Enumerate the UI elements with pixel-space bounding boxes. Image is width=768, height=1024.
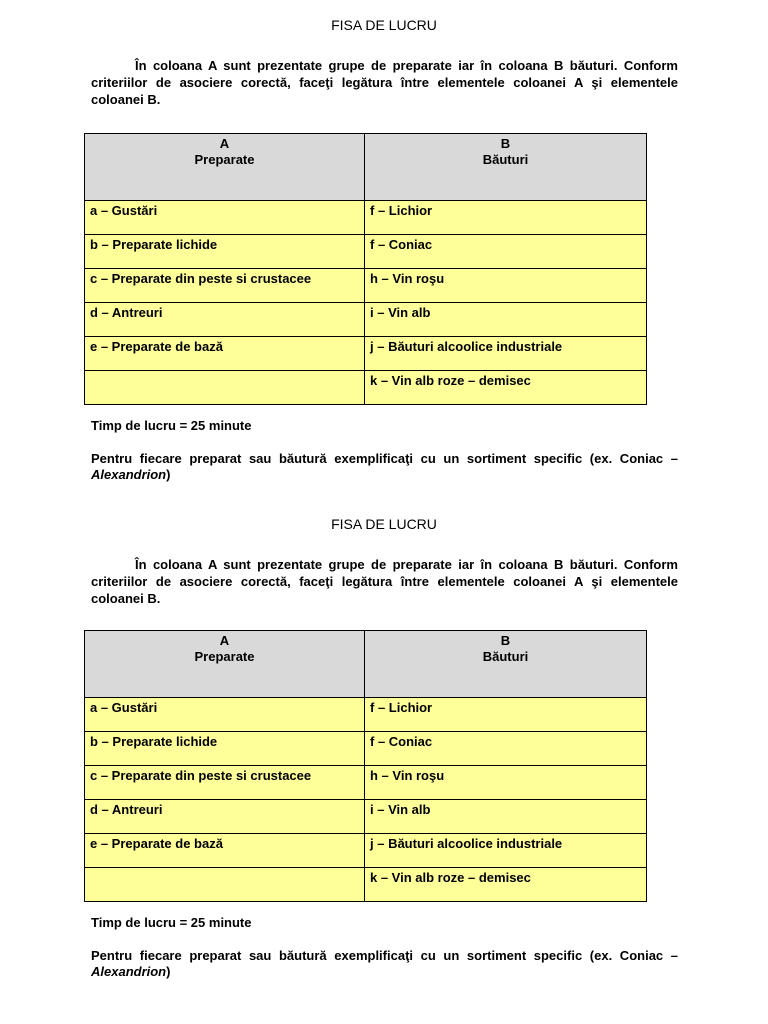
preparat-cell: d – Antreuri <box>85 303 365 337</box>
column-a-header <box>85 631 365 698</box>
note-text: Pentru fiecare preparat sau băutură exemplificaţi cu un sortiment specific (ex. Coniac – <box>91 948 678 963</box>
table-header-row <box>85 134 647 201</box>
column-a-header <box>85 134 365 201</box>
bautura-cell: j – Băuturi alcoolice industriale <box>365 337 647 371</box>
preparat-cell: c – Preparate din peste si crustacee <box>85 766 365 800</box>
preparat-cell <box>85 868 365 902</box>
bautura-cell: i – Vin alb <box>365 303 647 337</box>
column-b-letter: B <box>500 633 511 648</box>
preparat-cell: e – Preparate de bază <box>85 337 365 371</box>
table-row <box>85 201 647 235</box>
bautura-cell: h – Vin roşu <box>365 269 647 303</box>
column-b-header <box>365 631 647 698</box>
worksheet-title: FISA DE LUCRU <box>331 516 437 532</box>
instructions-paragraph: În coloana A sunt prezentate grupe de preparate iar în coloana B băuturi. Conform criteriilor de asociere corectă, faceţi legătura între elementele coloanei A şi elementele coloanei B. <box>91 557 678 606</box>
table-row <box>85 235 647 269</box>
column-b-label: Băuturi <box>482 649 529 664</box>
note-paragraph <box>91 451 678 483</box>
table-row <box>85 834 647 868</box>
column-b-label: Băuturi <box>482 152 529 167</box>
table-row <box>85 269 647 303</box>
preparat-cell <box>85 371 365 405</box>
note-paragraph <box>91 948 678 980</box>
table-row <box>85 371 647 405</box>
bautura-cell: i – Vin alb <box>365 800 647 834</box>
bautura-cell: j – Băuturi alcoolice industriale <box>365 834 647 868</box>
table-row <box>85 698 647 732</box>
table-row <box>85 868 647 902</box>
table-row <box>85 303 647 337</box>
note-example: Alexandrion <box>91 964 167 979</box>
bautura-cell: k – Vin alb roze – demisec <box>365 868 647 902</box>
preparat-cell: c – Preparate din peste si crustacee <box>85 269 365 303</box>
bautura-cell: k – Vin alb roze – demisec <box>365 371 647 405</box>
note-end: ) <box>166 467 171 482</box>
bautura-cell: f – Coniac <box>365 235 647 269</box>
bautura-cell: f – Lichior <box>365 201 647 235</box>
work-time-text: Timp de lucru = 25 minute <box>91 418 252 433</box>
column-a-letter: A <box>219 136 230 151</box>
table-header-row <box>85 631 647 698</box>
note-example: Alexandrion <box>91 467 167 482</box>
table-row <box>85 732 647 766</box>
worksheet-title: FISA DE LUCRU <box>331 17 437 33</box>
preparat-cell: b – Preparate lichide <box>85 235 365 269</box>
table-row <box>85 337 647 371</box>
preparat-cell: b – Preparate lichide <box>85 732 365 766</box>
matching-table <box>84 630 647 902</box>
preparat-cell: d – Antreuri <box>85 800 365 834</box>
column-b-letter: B <box>500 136 511 151</box>
matching-table <box>84 133 647 405</box>
column-b-header <box>365 134 647 201</box>
column-a-letter: A <box>219 633 230 648</box>
work-time-text: Timp de lucru = 25 minute <box>91 915 252 930</box>
bautura-cell: f – Lichior <box>365 698 647 732</box>
column-a-label: Preparate <box>194 649 255 664</box>
instructions-paragraph: În coloana A sunt prezentate grupe de preparate iar în coloana B băuturi. Conform criteriilor de asociere corectă, faceţi legătura între elementele coloanei A şi elementele coloanei B. <box>91 58 678 107</box>
preparat-cell: a – Gustări <box>85 201 365 235</box>
bautura-cell: h – Vin roşu <box>365 766 647 800</box>
preparat-cell: e – Preparate de bază <box>85 834 365 868</box>
note-text: Pentru fiecare preparat sau băutură exemplificaţi cu un sortiment specific (ex. Coniac – <box>91 451 678 466</box>
table-row <box>85 766 647 800</box>
table-row <box>85 800 647 834</box>
preparat-cell: a – Gustări <box>85 698 365 732</box>
column-a-label: Preparate <box>194 152 255 167</box>
note-end: ) <box>166 964 171 979</box>
bautura-cell: f – Coniac <box>365 732 647 766</box>
